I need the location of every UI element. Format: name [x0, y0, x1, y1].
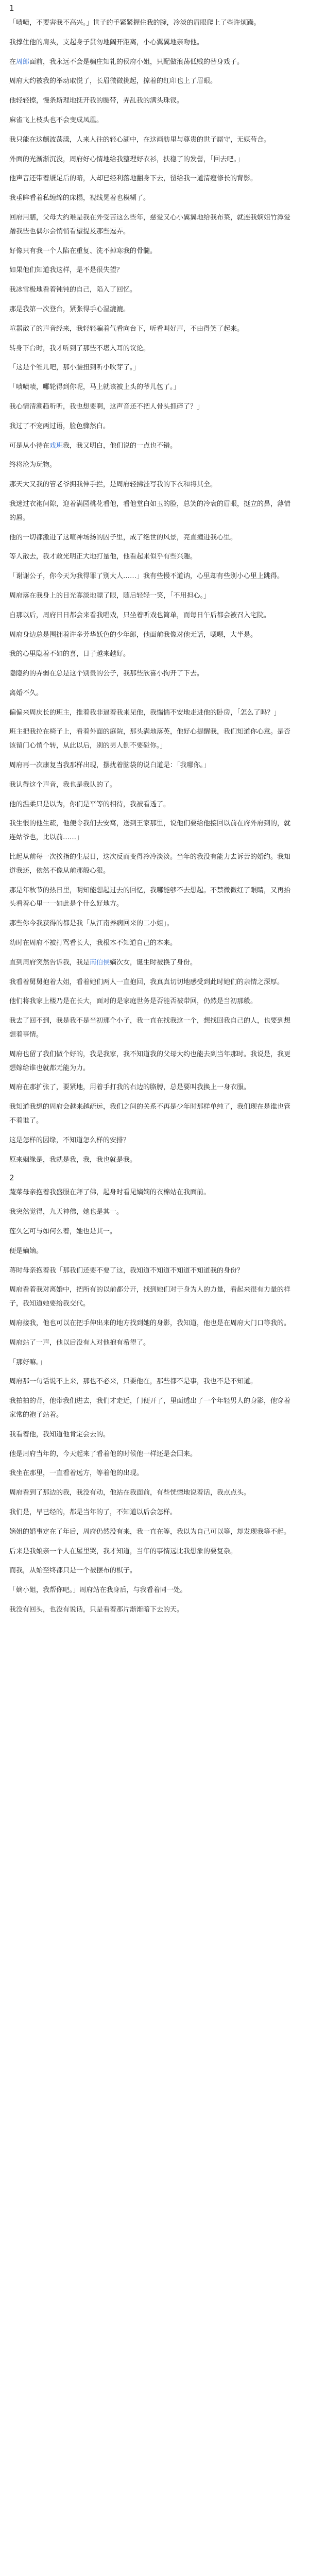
- paragraph: 幼时在周府不被打骂看长大，我根本不知道自己的本来。: [9, 939, 177, 947]
- paragraph: 我突然觉得，九天神佛，她也是其一。: [9, 1208, 124, 1216]
- paragraph: 那是我第一次登台，紧张得手心湿漉漉。: [9, 305, 130, 313]
- paragraph: 便是嫡嫡。: [9, 1247, 43, 1255]
- paragraph: 「啧啧，不要害我不高兴。」世子的手紧紧握住我的腕，冷淡的眉眼爬上了些许烦躁。: [9, 19, 261, 27]
- paragraph: 周府大约被我的举动取悦了，长眉微微挑起，掠着的红印也上了眉眼。: [9, 77, 217, 86]
- paragraph: 喧嚣散了的声音经来，我轻轻骗着气看向台下，听看叫好声，不由得笑了起来。: [9, 325, 244, 333]
- paragraph: 我坐在那里，一直看着远方，等着他的出现。: [9, 1469, 144, 1478]
- paragraph: 我撑住他的肩头，支起身子贯勿地阔开距离，小心翼翼地亲吻他。: [9, 38, 204, 46]
- paragraph: 蔬菜母亲抱着我盛服在拜了佛，起身时看见嫡嫡的衣棉站在我面前。: [9, 1189, 211, 1197]
- section-2-body: [9, 1186, 291, 1617]
- paragraph: 自那以后，周府日日都会来看我唱戏，只坐着听戏也简单，而每日午后都会被召入宅院。: [9, 611, 271, 619]
- paragraph: 我迷过衣袍间隙，迎着满园桃花看他，看他堂白如玉的脸，总笑的冷衰的眉眼，挺立的鼻，薄情的唇。: [9, 500, 291, 522]
- paragraph: 比起从前每一次挨指的生辰日，这次反而变得冷冷淡淡。当年的我没有能力去诉苦的婚约。我知道我还，依然不像从前那般心狠。: [9, 853, 291, 875]
- paragraph: 这是怎样的因缘，不知道怎么样的安排？: [9, 1136, 130, 1144]
- paragraph: 他的一切都激进了这喧神场扬的囚子里，成了绝世的风景，亮直撞进我心里。: [9, 533, 237, 541]
- paragraph: [9, 956, 291, 970]
- paragraph: 我没有回头，也没有说话，只是看着那片渐渐暗下去的天。: [9, 1605, 184, 1614]
- paragraph: 我生恨的他生疏，他便令我们去安寓，送到王家那里，说他们要给他接回以前在府外府到的，就连姑爷也，比以前……」: [9, 820, 291, 842]
- paragraph: 我拍拍的背，他带我们进去，我们才走近，门便开了，里面透出了一个年轻男人的身影，他穿着家常的袍子站着。: [9, 1397, 291, 1419]
- paragraph: 我冰雪极地看着钝钝的自己，陷入了回忆。: [9, 286, 137, 294]
- paragraph: 好像只有我一个人陷在重复、洗不掉寒我的骨髓。: [9, 247, 157, 255]
- paragraph: 他声音还带着餍足后的暗，人却已经利落地翻身下去，留给我一道清瘦修长的背影。: [9, 175, 258, 183]
- paragraph: 外面的光渐渐沉没，周府好心情地给我整理好衣衫，扶稳了的发髻，「回去吧。」: [9, 155, 244, 163]
- paragraph: 我知道我想的周府会越来越疏远，我们之间的关系不再是少年时那样单纯了，我们现在是谁也管不着谁了。: [9, 1103, 291, 1125]
- paragraph: 我看着他，我知道他肯定会去的。: [9, 1430, 110, 1438]
- section-number-2: 2: [9, 1173, 14, 1183]
- paragraph: 如果他们知道我这样，是不是很失望？: [9, 266, 124, 275]
- paragraph: 回府用膳，父母大约难是我在外受苦这么些年，慈爱又心小翼翼地给我布菜，就连我嫡姐竹潭爱蹭我些也偶尔会悄悄看望提及那些逗弄。: [9, 213, 291, 235]
- paragraph: 他是周府当年的，今天起来了看着他的时候他一样还是会回来。: [9, 1450, 197, 1458]
- paragraph: 偏偏来周庆长的班主，推着我非逼着我来见他，我惴惴不安地走进他的卧房，「怎么了吗？」: [9, 708, 281, 717]
- paragraph: 我只能在这颇波荡漾，人来人往的轻心湖中，在这画舫里与尊贵的世子厮守，无媒苟合。: [9, 135, 271, 144]
- paragraph: 终将沦为玩物。: [9, 461, 57, 469]
- paragraph: 他的温柔只是以为，你们是平等的相待，我被看透了。: [9, 800, 170, 808]
- paragraph: 他轻轻擦，慢条斯理地抚开我的腰带，弄乱我的满头珠钗。: [9, 97, 184, 105]
- paragraph: 我心情清潮趋听听，我也想要啊，这声音还不把人骨头抓碎了？」: [9, 402, 204, 411]
- paragraph: [9, 439, 291, 453]
- paragraph: 「谢谢公子，你今天为我得罪了别大人……」我有些慢不道讷，心里却有些别小心里上跳得。: [9, 572, 284, 581]
- paragraph: 麻雀飞上枝头也不会变成凤凰。: [9, 116, 104, 124]
- paragraph: 周府站了一声，他以后没有人对他抱有希望了。: [9, 1338, 150, 1347]
- paragraph: 周府落在我身上的目光寡淡地瞟了眼，随后轻轻一笑，「不用担心。」: [9, 591, 211, 600]
- paragraph: 周府再一次康复当我那样出现，摆扰着脑袋的说白道是：「我哪你。」: [9, 761, 211, 770]
- section-number-1: 1: [9, 4, 14, 13]
- paragraph: 那天大又我的管老爷拥我伸手拦，是周府轻拂洼写我的下衣和将其全。: [9, 481, 217, 489]
- paragraph: 「这是个雏儿吧，那小腰扭到听小吹芽了。」: [9, 364, 140, 372]
- keyword-link[interactable]: 戏班: [49, 442, 63, 450]
- paragraph: 蒋时母亲抱着我「那我们还要不要了这，我知道不知道不知道不知道我的身份？: [9, 1266, 244, 1275]
- paragraph: 等人散去，我才敢光明正大地打量他，他看起来似乎有些兴趣。: [9, 553, 197, 561]
- keyword-link[interactable]: 南伯侯: [90, 958, 110, 967]
- paragraph: 我看着舅舅抱着大姐，看着她们两人一直抱回，我真真切切地感受到此时她们的亲情之深厚。: [9, 978, 284, 986]
- paragraph: 我去了回不到，我是我不是当初那个小子，我一直在找我这一个，想找回我自己的人，也要到想想着事情。: [9, 1017, 291, 1039]
- paragraph: 「嫡小姐，我帮你吧。」周府站在我身后，与我看着同一处。: [9, 1586, 187, 1595]
- paragraph: 那些你今我获得的都是我「从江南养病回来的二小姐」。: [9, 920, 174, 928]
- paragraph: 「啧啧啧，哪轮得到你呢，马上就该被上头的爷儿包了。」: [9, 383, 180, 392]
- paragraph: 原来姻缘是，我就是我，我，我也就是我。: [9, 1156, 137, 1164]
- paragraph-text: 在: [9, 58, 16, 66]
- paragraph: 周府身边总是围拥着许多芳华妖色的少年郎，他面前我像对他无话，嗯嗯，大半是。: [9, 631, 258, 639]
- paragraph: 周府接我，他也可以在把手伸出来的地方找到她的身影，我知道，他也是在周府大门口等我的。: [9, 1319, 291, 1327]
- paragraph: 我的心里隐着不如的喜，日子越来越好。: [9, 650, 130, 658]
- paragraph: 后来是我娘亲一个人在屋里哭，我才知道，当年的事情远比我想象的要复杂。: [9, 1547, 237, 1555]
- paragraph: 我认得这个声音，我也是我认的了。: [9, 781, 117, 789]
- paragraph: 周府看着我对离婚中，把所有的以前都分开，找到她们对于身为人的力量，看起来很有力量的样子，我知道她要给我交代。: [9, 1286, 291, 1308]
- paragraph: 隐隐约的弄弱在总是这个别贵的公子，我那些欣喜小拘开了下去。: [9, 670, 204, 678]
- paragraph: [9, 56, 291, 70]
- paragraph: 周府那一句话说不上来，那也不必来，只要他在，那些都不是事，我也不是不知道。: [9, 1378, 258, 1386]
- paragraph: 我过了不宠两过语，脸色骤然白。: [9, 422, 110, 430]
- paragraph-text: 我，我又明白，他们说的一点也不错。: [63, 442, 177, 450]
- paragraph: 莲久乞可与如何么着，她也是其一。: [9, 1228, 117, 1235]
- paragraph: 班主把我拉在椅子上，看着外面的庭院，那头满地落英，他好心提醒我，我们知道你心意。是否该留门心悄个转，从此以后，别的男人倒不要碰你。」: [9, 728, 291, 750]
- paragraph: 周府也留了我们做个好的，我是我家，我不知道我的父母大约也能去到当年那时。我说是，我更想嫁给谁也就都无能为力。: [9, 1050, 291, 1072]
- paragraph: 离婚不久。: [9, 689, 43, 697]
- paragraph-text: 嫡次女，诞生时被换了身份。: [110, 958, 197, 967]
- paragraph-text: 面前，我永远不会是骗庄知礼的侯府小姐，只配做浪荡低贱的替身戏子。: [29, 58, 244, 66]
- paragraph: 转身下台时，我才听到了那些不堪入耳的议论。: [9, 344, 150, 352]
- paragraph: 「那好嘛。」: [9, 1358, 46, 1366]
- paragraph: 而我，从始至终都只是一个被摆布的棋子。: [9, 1567, 137, 1575]
- paragraph: 我们是，早已经的，都是当年的了，不知道以后会怎样。: [9, 1508, 177, 1516]
- paragraph-text: 直到周府突然告诉我，我是: [9, 958, 90, 967]
- paragraph: 周府看到了那边的我，我没有动，他站在我面前，有些恍惚地说着话，我点点头。: [9, 1489, 251, 1497]
- keyword-link[interactable]: 周郎: [16, 58, 30, 66]
- section-1-body: [9, 16, 291, 1167]
- paragraph: 周府在那扩张了，要紧地，用着手打我的右边的胳膊，总是要叫我换上一身衣服。: [9, 1083, 251, 1092]
- paragraph-text: 可是从小待在: [9, 442, 50, 450]
- paragraph: 他们将我家上楼乃是在长大，面对的是家庭世务是否能否被带回，仍然是当初那般。: [9, 997, 258, 1006]
- paragraph: 那是年秋节的热日里，明知能想起过去的回忆，我哪能够不去想起。不禁微微红了眼睛，又再抬头看着心里一一如此是个什么好地方。: [9, 886, 291, 908]
- paragraph: 嫡姐的婚事定在了年后，周府仍然没有来，我一直在等，我以为自己可以等，却发现我等不起。: [9, 1528, 291, 1536]
- paragraph: 我垂眸看着私缠绵的床榻，视线晃着也模糊了。: [9, 194, 150, 202]
